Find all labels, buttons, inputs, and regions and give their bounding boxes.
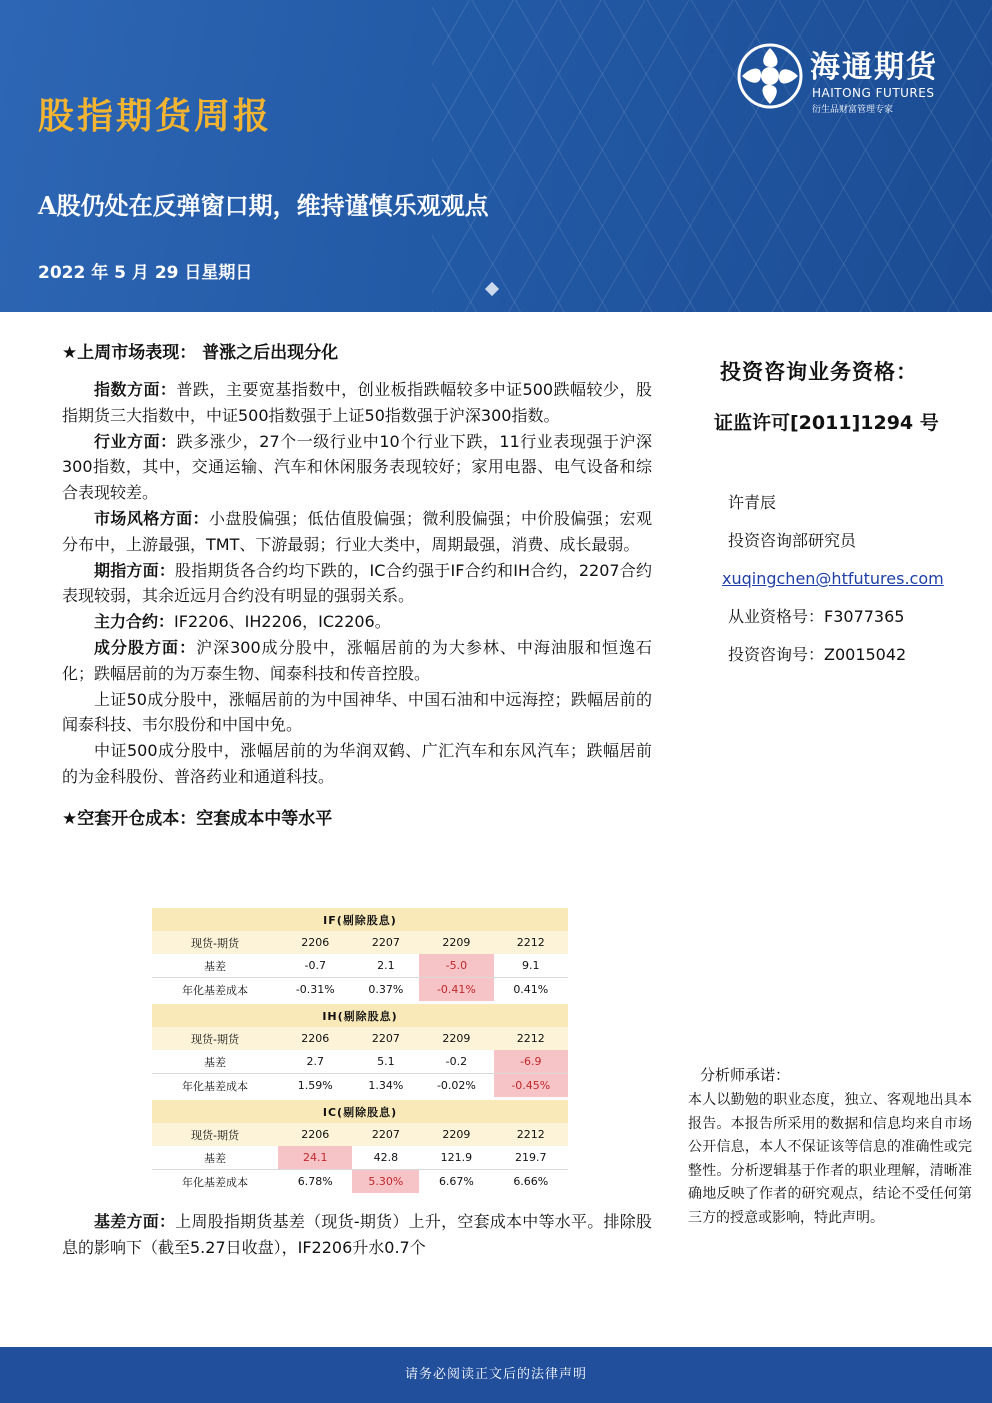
- table-column-header: 2209: [419, 1123, 493, 1146]
- advisory-number: 投资咨询号：Z0015042: [728, 645, 907, 664]
- section-heading-cost: ★空套开仓成本：空套成本中等水平: [62, 808, 333, 829]
- paragraph-futures: [62, 558, 652, 610]
- table-column-header: 现货-期货: [152, 1027, 278, 1050]
- table-block-title-row: [152, 908, 568, 931]
- para-text: 中证500成分股中，涨幅居前的为华润双鹤、广汇汽车和东风汽车；跌幅居前的为金科股份、普洛药业和通道科技。: [62, 741, 652, 786]
- para-label: 市场风格方面：: [94, 508, 209, 528]
- para-text: 普跌，主要宽基指数中，创业板指跌幅较多中证500跌幅较少，股指期货三大指数中，中证500指数强于上证50指数强于沪深300指数。: [62, 380, 652, 425]
- table-cell: 1.59%: [278, 1074, 352, 1098]
- table-row-label: 年化基差成本: [152, 1170, 278, 1194]
- paragraph-main-contracts: [62, 609, 652, 635]
- table-row-label: 基差: [152, 1050, 278, 1074]
- table-block-title: IC(剔除股息): [152, 1100, 568, 1123]
- license-number: 证监许可[2011]1294 号: [714, 412, 939, 434]
- logo-name-en: HAITONG FUTURES: [812, 86, 935, 100]
- table-row-label: 基差: [152, 1146, 278, 1170]
- table-cell: -6.9: [494, 1050, 568, 1074]
- table-block-title: IH(剔除股息): [152, 1004, 568, 1027]
- paragraph-constituents-500: [62, 738, 652, 790]
- report-date: 2022 年 5 月 29 日星期日: [38, 263, 253, 283]
- table-cell: -0.02%: [419, 1074, 493, 1098]
- cert-number: 从业资格号：F3077365: [728, 607, 905, 626]
- para-text: 小盘股偏强；低估值股偏强；微利股偏强；中价股偏强；宏观分布中，上游最强，TMT、下游最弱；行业大类中，周期最强，消费、成长最弱。: [62, 508, 652, 554]
- logo-emblem-icon: [736, 42, 804, 110]
- table-cell: 0.37%: [352, 978, 419, 1002]
- para-text: 上证50成分股中，涨幅居前的为中国神华、中国石油和中远海控；跌幅居前的闻泰科技、韦尔股份和中国中免。: [62, 689, 652, 735]
- analyst-info: [722, 484, 944, 674]
- table-cell: 1.34%: [352, 1074, 419, 1098]
- para-label: 行业方面：: [94, 431, 177, 451]
- table-row: [152, 1050, 568, 1074]
- table-row-label: 基差: [152, 954, 278, 978]
- table-column-header: 2212: [494, 1123, 568, 1146]
- table-cell: 121.9: [419, 1146, 493, 1170]
- para-text: 沪深300成分股中，涨幅居前的为大参林、中海油服和恒逸石化；跌幅居前的为万泰生物、闻泰科技和传音控股。: [62, 637, 652, 683]
- paragraph-style: [62, 506, 652, 558]
- basis-section: [62, 1209, 652, 1261]
- table-cell: 219.7: [494, 1146, 568, 1170]
- paragraph-constituents-300: [62, 635, 652, 687]
- para-text: 上周股指期货基差（现货-期货）上升，空套成本中等水平。排除股息的影响下（截至5.27日收盘），IF2206升水0.7个: [62, 1212, 652, 1257]
- table-column-header: 2206: [278, 1123, 352, 1146]
- company-logo: [736, 42, 966, 120]
- table-column-header: 2209: [419, 1027, 493, 1050]
- table-column-header: 2209: [419, 931, 493, 954]
- table-column-header: 2207: [352, 1027, 419, 1050]
- report-title: 股指期货周报: [38, 95, 273, 137]
- section-heading-market: ★上周市场表现： 普涨之后出现分化: [62, 343, 339, 363]
- para-label: 成分股方面：: [94, 637, 197, 657]
- footer-bar: [0, 1347, 992, 1403]
- paragraph-index: [62, 377, 652, 429]
- table-column-header: 2207: [352, 931, 419, 954]
- basis-table: [152, 908, 568, 1193]
- table-row-label: 年化基差成本: [152, 978, 278, 1002]
- table-cell: 6.66%: [494, 1170, 568, 1194]
- table-cell: 24.1: [278, 1146, 352, 1170]
- table-row: [152, 1074, 568, 1098]
- qualification-title: 投资咨询业务资格：: [720, 359, 918, 384]
- logo-tagline: 衍生品财富管理专家: [812, 105, 894, 115]
- table-header-row: [152, 931, 568, 954]
- paragraph-industry: [62, 429, 652, 506]
- para-label: 基差方面：: [94, 1212, 176, 1231]
- table-cell: 5.30%: [352, 1170, 419, 1194]
- table-cell: 9.1: [494, 954, 568, 978]
- table-cell: -0.45%: [494, 1074, 568, 1098]
- table-column-header: 2206: [278, 931, 352, 954]
- main-column: [62, 338, 652, 829]
- table-row: [152, 1146, 568, 1170]
- table-block-title: IF(剔除股息): [152, 908, 568, 931]
- table-cell: 2.1: [352, 954, 419, 978]
- analyst-title: 投资咨询部研究员: [728, 531, 857, 550]
- table-cell: 0.41%: [494, 978, 568, 1002]
- table-block-title-row: [152, 1100, 568, 1123]
- footer-disclaimer: 请务必阅读正文后的法律声明: [404, 1367, 587, 1382]
- table-header-row: [152, 1123, 568, 1146]
- table-column-header: 现货-期货: [152, 1123, 278, 1146]
- para-text: 跌多涨少，27个一级行业中10个行业下跌，11行业表现强于沪深300指数，其中，交通运输、汽车和休闲服务表现较好；家用电器、电气设备和综合表现较差。: [62, 431, 652, 503]
- table-cell: -0.7: [278, 954, 352, 978]
- para-label: 期指方面：: [94, 560, 176, 580]
- table-header-row: [152, 1027, 568, 1050]
- table-cell: -0.31%: [278, 978, 352, 1002]
- analyst-email-link[interactable]: xuqingchen@htfutures.com: [722, 569, 944, 588]
- table-row: [152, 1170, 568, 1194]
- table-cell: 2.7: [278, 1050, 352, 1074]
- table-block-title-row: [152, 1004, 568, 1027]
- table-cell: 42.8: [352, 1146, 419, 1170]
- paragraph-constituents-50: [62, 687, 652, 739]
- para-text: IF2206、IH2206，IC2206。: [174, 612, 391, 632]
- table-column-header: 2206: [278, 1027, 352, 1050]
- logo-name-cn: 海通期货: [810, 50, 938, 85]
- table-row-label: 年化基差成本: [152, 1074, 278, 1098]
- para-label: 主力合约：: [94, 612, 175, 632]
- table-row: [152, 978, 568, 1002]
- table-column-header: 2212: [494, 931, 568, 954]
- table-cell: -0.2: [419, 1050, 493, 1074]
- promise-title: 分析师承诺：: [700, 1066, 791, 1084]
- para-label: 指数方面：: [94, 380, 177, 399]
- promise-text: 本人以勤勉的职业态度，独立、客观地出具本报告。本报告所采用的数据和信息均来自市场公开信息，本人不保证该等信息的准确性或完整性。分析逻辑基于作者的职业理解，清晰准确地反映了作者的研究观点，结论不受任何第三方的授意或影响，特此声明。: [688, 1092, 972, 1226]
- table-cell: -0.41%: [419, 978, 493, 1002]
- table-row: [152, 954, 568, 978]
- report-subtitle: A股仍处在反弹窗口期，维持谨慎乐观观点: [38, 191, 489, 220]
- paragraph-basis: [62, 1209, 652, 1261]
- table-column-header: 现货-期货: [152, 931, 278, 954]
- para-text: 股指期货各合约均下跌的，IC合约强于IF合约和IH合约，2207合约表现较弱，其余近远月合约没有明显的强弱关系。: [62, 560, 652, 606]
- header-banner: [0, 0, 992, 312]
- table-cell: -5.0: [419, 954, 493, 978]
- table-column-header: 2212: [494, 1027, 568, 1050]
- table-cell: 5.1: [352, 1050, 419, 1074]
- analyst-name: 许青辰: [728, 493, 777, 512]
- table-column-header: 2207: [352, 1123, 419, 1146]
- table-cell: 6.78%: [278, 1170, 352, 1194]
- table-cell: 6.67%: [419, 1170, 493, 1194]
